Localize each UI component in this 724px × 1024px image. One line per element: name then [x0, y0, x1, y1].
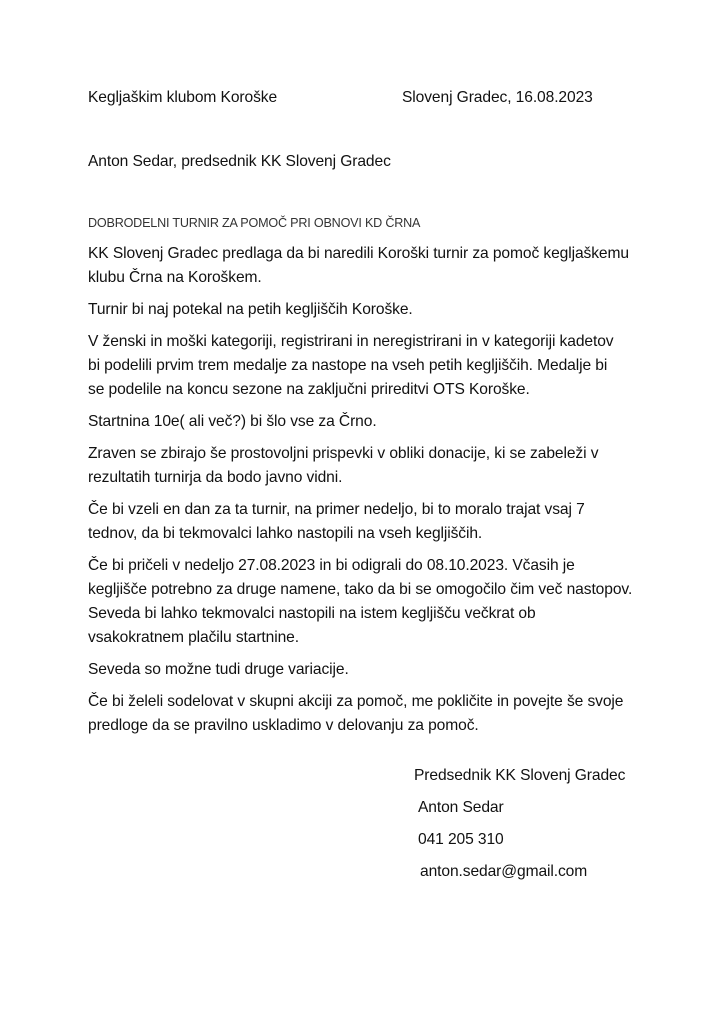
subject-heading: DOBRODELNI TURNIR ZA POMOČ PRI OBNOVI KD ČRNA: [88, 216, 421, 230]
signature-block: [414, 766, 625, 894]
paragraph-line: Startnina 10e( ali več?) bi šlo vse za Črno.: [88, 413, 377, 430]
paragraph: [88, 410, 648, 434]
paragraph-line: Seveda so možne tudi druge variacije.: [88, 661, 349, 678]
paragraph-line: KK Slovenj Gradec predlaga da bi naredili Koroški turnir za pomoč kegljaškemu: [88, 245, 629, 262]
paragraph-line: V ženski in moški kategoriji, registrirani in neregistrirani in v kategoriji kadetov: [88, 333, 614, 350]
paragraph-line: tednov, da bi tekmovalci lahko nastopili na vseh kegljiščih.: [88, 525, 483, 542]
paragraph: [88, 330, 648, 402]
paragraph: [88, 690, 648, 738]
paragraph-line: predloge da se pravilno uskladimo v delovanju za pomoč.: [88, 717, 479, 734]
paragraph-line: se podelile na koncu sezone na zaključni prireditvi OTS Koroške.: [88, 381, 530, 398]
paragraph: [88, 242, 648, 290]
paragraph-line: Seveda bi lahko tekmovalci nastopili na istem kegljišču večkrat ob: [88, 605, 536, 622]
paragraph-line: Če bi pričeli v nedeljo 27.08.2023 in bi odigrali do 08.10.2023. Včasih je: [88, 557, 575, 574]
paragraph-line: Če bi želeli sodelovat v skupni akciji za pomoč, me pokličite in povejte še svoje: [88, 693, 624, 710]
paragraph: [88, 554, 648, 650]
place-date: Slovenj Gradec, 16.08.2023: [402, 89, 593, 106]
paragraph-line: Če bi vzeli en dan za ta turnir, na primer nedeljo, bi to moralo trajat vsaj 7: [88, 501, 585, 518]
signature-name: Anton Sedar: [418, 799, 504, 816]
sender: Anton Sedar, predsednik KK Slovenj Gradec: [88, 153, 391, 170]
paragraph-line: rezultatih turnirja da bodo javno vidni.: [88, 469, 343, 486]
paragraph-line: klubu Črna na Koroškem.: [88, 269, 262, 286]
recipient: Kegljaškim klubom Koroške: [88, 89, 278, 106]
signature-email: anton.sedar@gmail.com: [420, 863, 588, 880]
signature-phone: 041 205 310: [418, 831, 504, 848]
paragraph: [88, 298, 648, 322]
paragraph: [88, 498, 648, 546]
signature-title: Predsednik KK Slovenj Gradec: [414, 767, 626, 784]
letter-body: [88, 242, 648, 746]
paragraph-line: bi podelili prvim trem medalje za nastope na vseh petih kegljiščih. Medalje bi: [88, 357, 608, 374]
paragraph: [88, 442, 648, 490]
paragraph-line: vsakokratnem plačilu startnine.: [88, 629, 299, 646]
paragraph-line: kegljišče potrebno za druge namene, tako da bi se omogočilo čim več nastopov.: [88, 581, 633, 598]
paragraph-line: Turnir bi naj potekal na petih kegljiščih Koroške.: [88, 301, 413, 318]
paragraph: [88, 658, 648, 682]
paragraph-line: Zraven se zbirajo še prostovoljni prispevki v obliki donacije, ki se zabeleži v: [88, 445, 599, 462]
